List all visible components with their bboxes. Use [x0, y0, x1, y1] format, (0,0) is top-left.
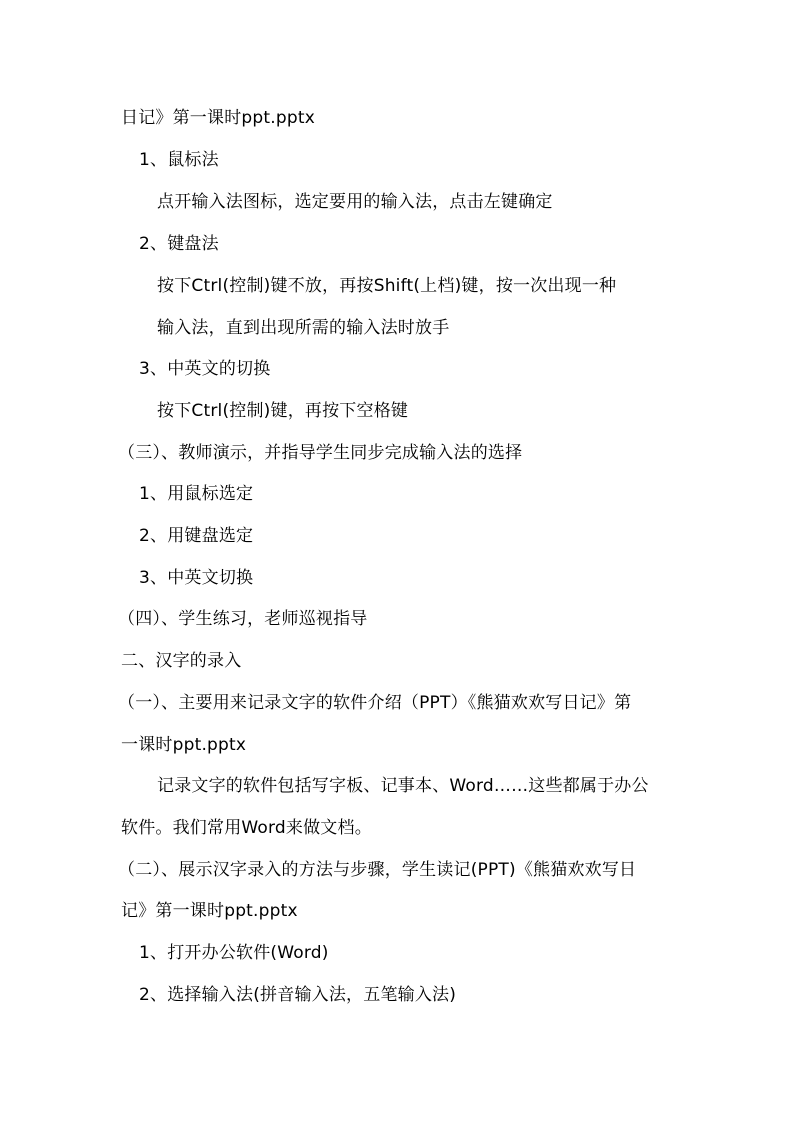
list-item-mouse-method: 1、鼠标法	[139, 150, 219, 170]
list-item: 1、用鼠标选定	[139, 484, 254, 504]
paragraph-line: 记录文字的软件包括写字板、记事本、Word……这些都属于办公	[157, 776, 649, 796]
text-line: 输入法，直到出现所需的输入法时放手	[157, 318, 450, 338]
list-item-switch: 3、中英文的切换	[139, 359, 271, 379]
list-item: 2、选择输入法(拼音输入法，五笔输入法)	[139, 985, 457, 1005]
text-line: 一课时ppt.pptx	[121, 735, 247, 755]
list-item-keyboard-method: 2、键盘法	[139, 234, 219, 254]
text-line: 日记》第一课时ppt.pptx	[121, 108, 315, 128]
list-item: 2、用键盘选定	[139, 526, 254, 546]
chapter-heading: 二、汉字的录入	[121, 651, 242, 671]
paragraph-line: 软件。我们常用Word来做文档。	[121, 818, 372, 838]
section-heading: （一）、主要用来记录文字的软件介绍（PPT）《熊猫欢欢写日记》第	[118, 693, 632, 713]
section-heading: （三）、教师演示，并指导学生同步完成输入法的选择	[118, 443, 523, 463]
list-item: 1、打开办公软件(Word)	[139, 943, 329, 963]
section-heading: （四）、学生练习，老师巡视指导	[118, 609, 368, 629]
text-line: 按下Ctrl(控制)键不放，再按Shift(上档)键，按一次出现一种	[157, 276, 617, 296]
section-heading: （二）、展示汉字录入的方法与步骤，学生读记(PPT)《熊猫欢欢写日	[118, 860, 637, 880]
text-line: 点开输入法图标，选定要用的输入法，点击左键确定	[157, 192, 553, 212]
list-item: 3、中英文切换	[139, 568, 254, 588]
text-line: 记》第一课时ppt.pptx	[121, 901, 298, 921]
text-line: 按下Ctrl(控制)键，再按下空格键	[157, 401, 409, 421]
